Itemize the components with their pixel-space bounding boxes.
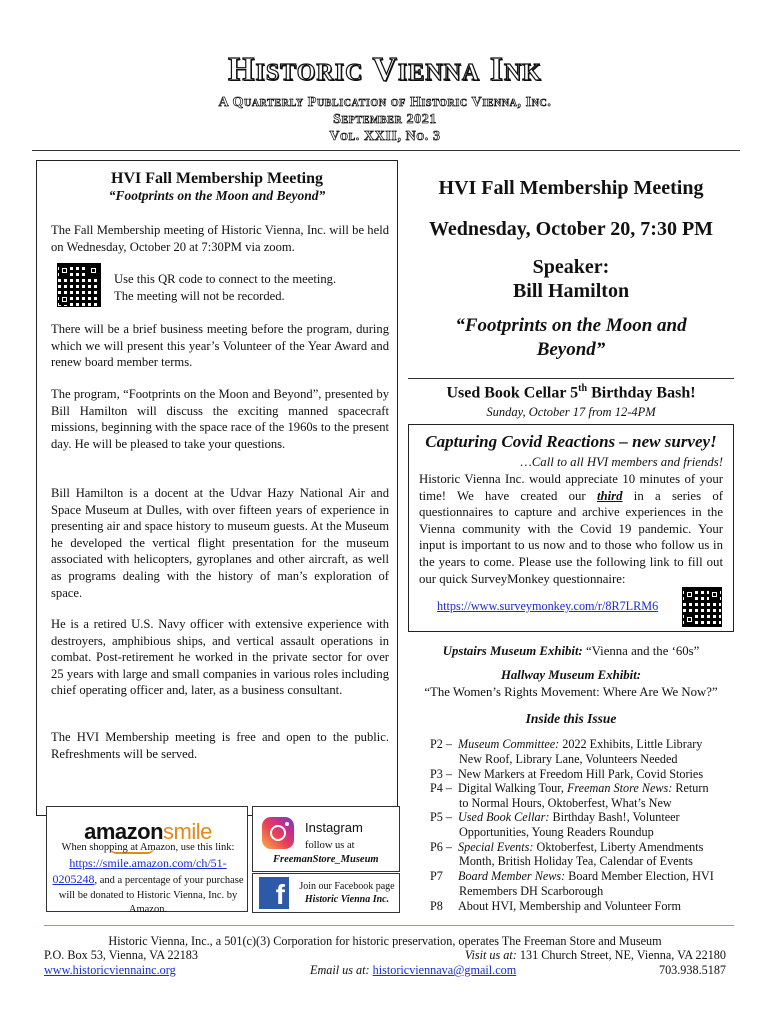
meeting-qr-code[interactable] (57, 263, 101, 307)
issue-item-cont: Remembers DH Scarborough (459, 884, 604, 898)
instagram-follow-text: follow us at (305, 840, 355, 851)
issue-volume: Vol. XXII, No. 3 (329, 129, 441, 144)
inside-issue-heading: Inside this Issue (525, 711, 617, 726)
instagram-handle[interactable]: FreemanStore_Museum (273, 854, 379, 865)
footer-website-link[interactable]: www.historicviennainc.org (44, 963, 176, 977)
meeting-article-title: HVI Fall Membership Meeting (111, 170, 323, 187)
qr-caption-line: Use this QR code to connect to the meeting. (114, 272, 337, 286)
footer-email-link[interactable]: historicviennava@gmail.com (372, 963, 517, 977)
birthday-bash-heading: Used Book Cellar 5th Birthday Bash! (446, 383, 696, 402)
meeting-date: Wednesday, October 20, 7:30 PM (428, 218, 714, 240)
meeting-heading: HVI Fall Membership Meeting (438, 177, 704, 199)
footer-po-box: P.O. Box 53, Vienna, VA 22183 (44, 948, 198, 962)
covid-survey-text: Historic Vienna Inc. would appreciate 10 minutes of your time! We have created our third in a series of questionnaires to capture and archive experiences in the Vienna community with the Covid 19 pandemic. Your input is important to us now and to those who follow us in the years to come. Please use the following link to fill out our quick SurveyMonkey questionnaire: (419, 472, 723, 586)
meeting-article-subtitle: “Footprints on the Moon and Beyond” (108, 188, 326, 203)
amazon-smile-logo: amazonsmile (84, 819, 212, 844)
meeting-paragraph: The HVI Membership meeting is free and open to the public. Refreshments will be served. (51, 730, 389, 761)
issue-item: P5 – Used Book Cellar: Birthday Bash!, Volunteer (430, 810, 680, 824)
footer-phone: 703.938.5187 (658, 963, 726, 977)
issue-item-cont: Month, British Holiday Tea, Calendar of Events (459, 854, 693, 868)
covid-survey-call: …Call to all HVI members and friends! (520, 455, 723, 469)
meeting-paragraph: The program, “Footprints on the Moon and Beyond”, presented by Bill Hamilton will discuss the exciting manned spacecraft missions, beginning with the space race of the 1960s to the present day. He will be pleased to take your questions. (51, 387, 389, 451)
facebook-join-text: Join our Facebook page Historic Vienna Inc. (293, 880, 401, 906)
newsletter-subtitle: A Quarterly Publication of Historic Vienna, Inc. (218, 95, 552, 110)
newsletter-title: Historic Vienna Ink (228, 51, 542, 88)
issue-item: P8 About HVI, Membership and Volunteer Form (430, 899, 681, 913)
issue-item: P2 – Museum Committee: 2022 Exhibits, Little Library (430, 737, 703, 751)
issue-item: P4 – Digital Walking Tour, Freeman Store News: Return (430, 781, 709, 795)
instagram-icon[interactable] (262, 817, 294, 849)
meeting-paragraph: Bill Hamilton is a docent at the Udvar Hazy National Air and Space Museum at Dulles, with over fifteen years of experience in presenting air and space history to museum guests. At the Museum he developed the vertical flight presentation for the museum associated with helicopters, gyroplanes and other aircraft, as well as programs dealing with the history of man’s exploration of space. (51, 486, 389, 600)
section-rule (408, 378, 734, 379)
meeting-paragraph: The Fall Membership meeting of Historic Vienna, Inc. will be held on Wednesday, October 20 at 7:30PM via zoom. (51, 223, 389, 254)
hallway-exhibit-label: Hallway Museum Exhibit: (500, 668, 642, 682)
amazon-smile-text: When shopping at Amazon, use this link: https://smile.amazon.com/ch/51-0205248, and a percentage of your purchase will be donated to Historic Vienna, Inc. by Amazon. (52, 842, 244, 915)
footer-rule (44, 925, 734, 926)
issue-item-cont: Opportunities, Young Readers Roundup (459, 825, 654, 839)
survey-qr-code[interactable] (682, 587, 722, 627)
meeting-paragraph: There will be a brief business meeting before the program, during which we will present this year’s Volunteer of the Year Award and renew board member terms. (51, 322, 389, 370)
facebook-page-name[interactable]: Historic Vienna Inc. (304, 894, 390, 905)
amazon-smile-link[interactable]: https://smile.amazon.com/ch/51-0205248 (52, 855, 227, 886)
birthday-bash-time: Sunday, October 17 from 12-4PM (486, 405, 656, 419)
masthead (0, 52, 770, 145)
facebook-icon[interactable]: f (259, 877, 289, 909)
qr-caption-line: The meeting will not be recorded. (114, 289, 285, 303)
issue-date: September 2021 (333, 112, 437, 127)
issue-item: P6 – Special Events: Oktoberfest, Liberty Amendments (430, 840, 704, 854)
issue-item-cont: New Roof, Library Lane, Volunteers Needed (459, 752, 678, 766)
footer-email: Email us at: historicviennava@gmail.com (310, 963, 517, 977)
instagram-box (252, 806, 400, 872)
program-title: “Footprints on the Moon and Beyond” (455, 315, 687, 360)
hallway-exhibit-value: “The Women’s Rights Movement: Where Are We Now?” (424, 685, 718, 699)
survey-link[interactable]: https://www.surveymonkey.com/r/8R7LRM6 (437, 599, 659, 613)
speaker-label: Speaker: (532, 256, 610, 278)
covid-survey-title: Capturing Covid Reactions – new survey! (425, 432, 717, 451)
speaker-name: Bill Hamilton (512, 280, 630, 302)
instagram-title: Instagram (305, 820, 363, 835)
facebook-box (252, 873, 400, 913)
issue-item: P3 – New Markers at Freedom Hill Park, Covid Stories (430, 767, 704, 781)
issue-item: P7 Board Member News: Board Member Election, HVI (430, 869, 714, 883)
footer-org-line: Historic Vienna, Inc., a 501(c)(3) Corporation for historic preservation, operates The Freeman Store and Museum (108, 934, 662, 948)
meeting-paragraph: He is a retired U.S. Navy officer with extensive experience with destroyers, amphibious ships, and vertical assault operations in combat. Post-retirement he worked in the private sector for over 25 years with large and small companies in various roles including chief operating officer and, later, as a business consultant. (51, 617, 389, 698)
footer-address: Visit us at: 131 Church Street, NE, Vienna, VA 22180 (464, 948, 726, 962)
masthead-rule (32, 150, 740, 151)
amazon-smile-box (46, 806, 248, 915)
upstairs-exhibit: Upstairs Museum Exhibit: “Vienna and the ‘60s” (442, 644, 700, 658)
issue-item-cont: to Normal Hours, Oktoberfest, What’s New (459, 796, 672, 810)
